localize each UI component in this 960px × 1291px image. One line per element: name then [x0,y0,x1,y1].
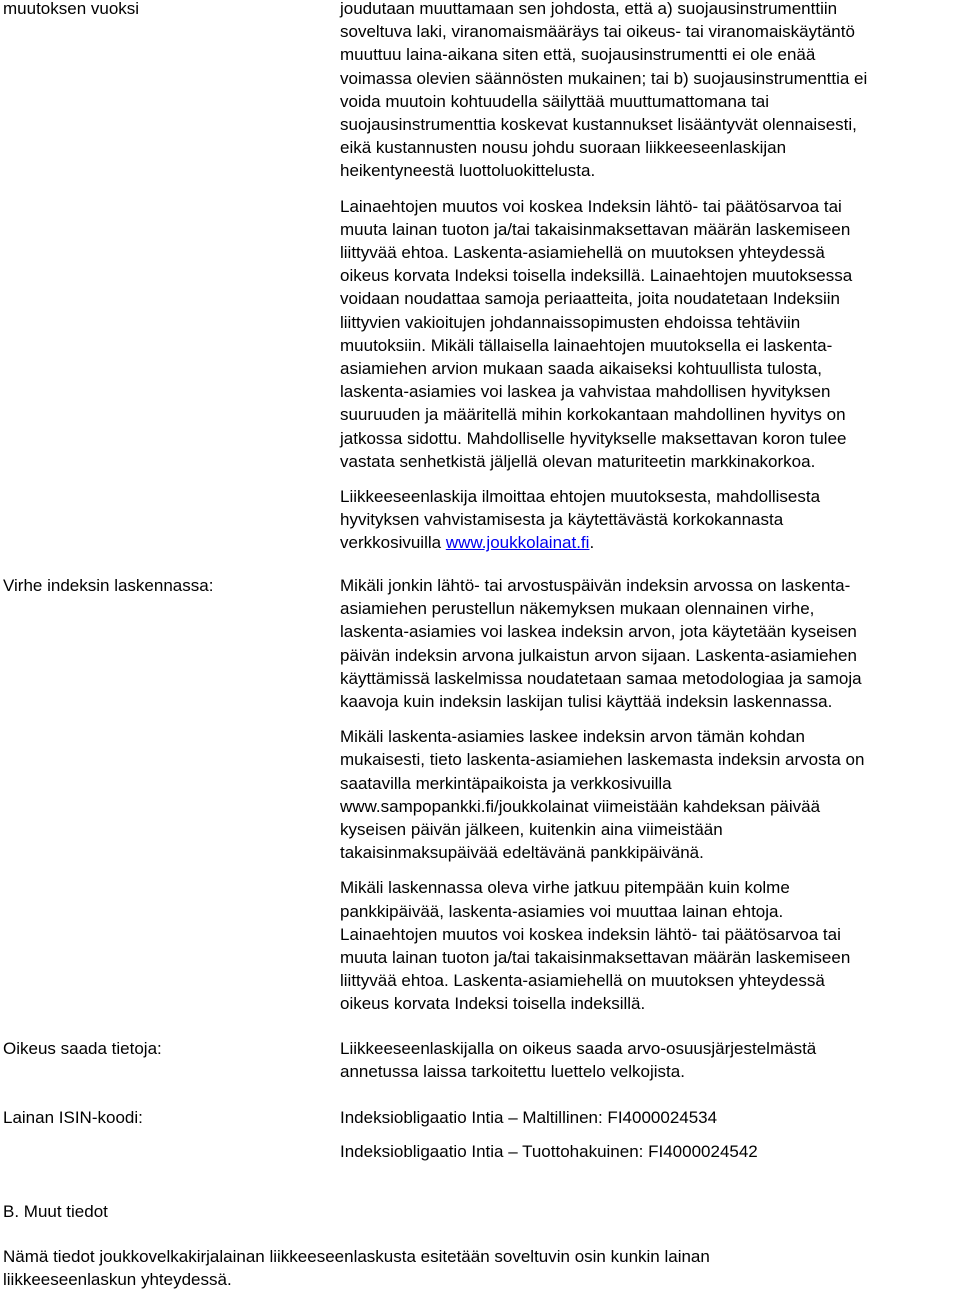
text-fragment: verkkosivuilla [340,533,446,553]
row-content [340,0,958,555]
text-line: Liikkeeseenlaskijalla on oikeus saada arvo-osuusjärjestelmästä [340,1039,817,1058]
text-line: liikkeeseenlaskun yhteydessä. [3,1270,232,1290]
isin-line: Indeksiobligaatio Intia – Tuottohakuinen: FI4000024542 [340,1142,758,1162]
text-line: liittyvää ehtoa. Laskenta-asiamiehellä on muutoksen yhteydessä [340,243,825,263]
text-line: muuta lainan tuoton ja/tai takaisinmaksettavan määrän laskemiseen [340,219,851,239]
text-line: liittyvien vakioitujen johdannaissopimusten ehdoissa tehtäviin [340,312,801,332]
text-line: liittyvää ehtoa. Laskenta-asiamiehellä on muutoksen yhteydessä [340,971,825,991]
isin-line: Indeksiobligaatio Intia – Maltillinen: FI4000024534 [340,1108,718,1127]
text-line: voidaan noudattaa samoja periaatteita, joita noudatetaan Indeksiin [340,289,840,309]
text-line: eikä kustannusten nousu johdu suoraan liikkeeseenlaskijan [340,138,787,158]
text-line: heikentyneestä luottoluokittelusta. [340,161,596,181]
text-line: takaisinmaksupäivää edeltävänä pankkipäivänä. [340,843,704,863]
text-line: kyseisen päivän jälkeen, kuitenkin aina viimeistään [340,820,723,840]
text-line: soveltuva laki, viranomaismääräys tai oikeus- tai viranomaiskäytäntö [340,22,855,42]
text-line: muuttuu laina-aikana siten että, suojausinstrumentti ei ole enää [340,45,816,65]
text-line: laskenta-asiamies voi laskea ja vahvistaa mahdollisen hyvityksen [340,382,831,402]
paragraph [340,876,958,1015]
text-line: Mikäli laskennassa oleva virhe jatkuu pitempään kuin kolme [340,878,790,898]
row-label: Lainan ISIN-koodi: [3,1108,143,1127]
text-line: suuruuden ja määritellä mihin korkokantaan mahdollinen hyvitys on [340,405,846,425]
text-line: www.sampopankki.fi/joukkolainat viimeistään kahdeksan päivää [340,796,821,816]
row-content [340,1037,958,1083]
website-link[interactable]: www.joukkolainat.fi [445,533,590,553]
text-line: Nämä tiedot joukkovelkakirjalainan liikkeeseenlaskusta esitetään soveltuvin osin kunkin lainan [3,1247,710,1266]
text-line: päivän indeksin arvona julkaistun arvon sijaan. Laskenta-asiamiehen [340,645,857,665]
text-line: Mikäli jonkin lähtö- tai arvostuspäivän indeksin arvossa on laskenta- [340,576,851,595]
text-line: asiamiehen arvion mukaan saada aikaiseksi kohtuullista tulosta, [340,359,822,379]
text-line: Lainaehtojen muutos voi koskea indeksin lähtö- tai päätösarvoa tai [340,924,841,944]
text-line: saatavilla merkintäpaikoista ja verkkosivuilla [340,773,672,793]
row-label: Virhe indeksin laskennassa: [3,576,214,595]
text-line: muuta lainan tuoton ja/tai takaisinmaksettavan määrän laskemiseen [340,948,851,968]
text-line: suojausinstrumenttia koskevat kustannukset lisääntyvät olennaisesti, [340,115,857,135]
paragraph [340,725,958,864]
text-line: voimassa olevien säännösten mukainen; tai b) suojausinstrumenttia ei [340,68,868,88]
text-line: oikeus korvata Indeksi toisella indeksillä. Lainaehtojen muutoksessa [340,266,853,286]
text-line: jatkossa sidottu. Mahdolliselle hyvitykselle maksettavan koron tulee [340,428,847,448]
text-line: oikeus korvata Indeksi toisella indeksillä. [340,994,646,1014]
row-content [340,574,958,1016]
paragraph [340,485,958,555]
text-line: vastata senhetkistä jäljellä olevan maturiteetin markkinakorkoa. [340,451,816,471]
paragraph [340,0,958,183]
row-label: muutoksen vuoksi [3,0,140,18]
text-line: muutoksiin. Mikäli tällaisella lainaehtojen muutoksella ei laskenta- [340,335,833,355]
paragraph [340,195,958,473]
text-line: käyttämissä laskelmissa noudatetaan samaa metodologiaa ja samoja [340,668,862,688]
text-line: Lainaehtojen muutos voi koskea Indeksin lähtö- tai päätösarvoa tai [340,196,842,216]
paragraph [340,574,958,713]
text-line: joudutaan muuttamaan sen johdosta, että a) suojausinstrumenttiin [340,0,838,18]
text-fragment: . [589,533,595,553]
text-line: Liikkeeseenlaskija ilmoittaa ehtojen muutoksesta, mahdollisesta [340,487,821,507]
text-line: annetussa laissa tarkoitettu luettelo velkojista. [340,1062,685,1082]
section-b-text [3,1245,953,1291]
text-line: asiamiehen perustellun näkemyksen mukaan olennainen virhe, [340,599,815,619]
paragraph [340,1037,958,1083]
row-label: Oikeus saada tietoja: [3,1039,162,1058]
section-b-heading: B. Muut tiedot [3,1202,108,1221]
text-line: pankkipäivää, laskenta-asiamies voi muuttaa lainan ehtoja. [340,901,784,921]
text-line: mukaisesti, tieto laskenta-asiamiehen laskemasta indeksin arvosta on [340,750,865,770]
text-line [340,531,958,554]
text-line: kaavoja kuin indeksin laskijan tulisi käyttää indeksin laskennassa. [340,692,833,712]
text-line: Mikäli laskenta-asiamies laskee indeksin arvon tämän kohdan [340,727,805,747]
text-line: laskenta-asiamies voi laskea indeksin arvon, jota käytetään kyseisen [340,622,857,642]
text-line: voida muutoin kohtuudella säilyttää muuttumattomana tai [340,91,770,111]
row-content [340,1106,958,1163]
text-line: hyvityksen vahvistamisesta ja käytettävästä korkokannasta [340,510,784,530]
